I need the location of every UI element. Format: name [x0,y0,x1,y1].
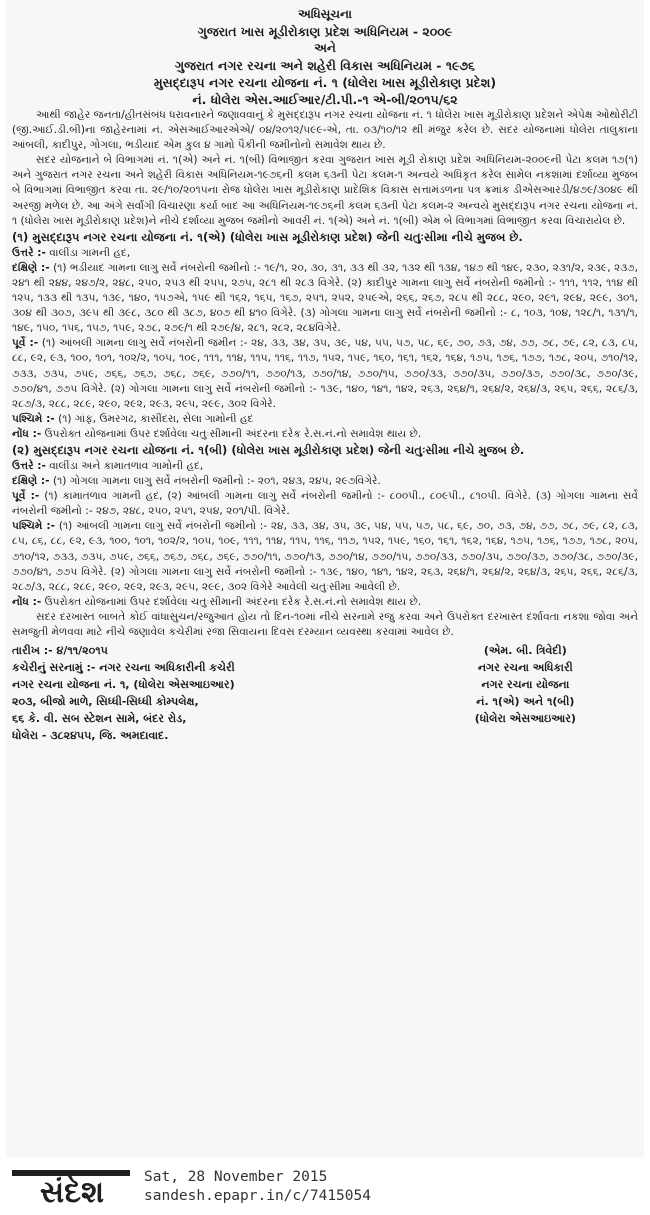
section-1b-title: (૨) મુસદ્દારૂપ નગર રચના યોજના નં. ૧(બી) (ધોલેરા ખાસ મૂડીરોકાણ પ્રદેશ) જેની ચતુઃસીમા નીચે મુજબ છે. [12,442,525,457]
notice-header [12,6,638,108]
section-1b-note [12,595,638,610]
date-label: તારીખ :- [12,644,53,658]
act-title-1: ગુજરાત ખાસ મૂડીરોકાણ પ્રદેશ અધિનિયમ - ૨૦૦૯ [197,24,453,39]
notice-date: ૪/૧૧/૨૦૧૫ [56,644,108,658]
west-label: પશ્ચિમે :- [12,412,55,425]
sandesh-logo-mark [8,1166,136,1208]
section-1a-title: (૧) મુસદ્દારૂપ નગર રચના યોજના નં. ૧(એ) (ધોલેરા ખાસ મૂડીરોકાણ પ્રદેશ) જેની ચતુઃસીમા નીચે મુજબ છે. [12,229,523,244]
header-and: અને [314,41,336,55]
section-1b-west [12,519,638,594]
signatory-line: નગર રચના યોજના [481,678,570,692]
notice-footer [12,642,638,744]
note-label: નોંધ :- [12,595,42,608]
intro-paragraph: આથી જાહેર જનતા/હીતસંબંધ ધરાવનારને જણાવવાનું કે મુસદ્દારૂપ નગર રચના યોજના નં. ૧ ધોલેરા ખાસ મૂડીરોકાણ પ્રદેશને એપેક્ષ ઓથોરીટી (જી.આઈ.ડી.બી)ના જાહેરનામાં નં. એસઆઈઆરએએ/ ૦૪/૨૦૧૨/૫૯૯-એ, તા. ૦૩/૧૦/૧૨ થી મંજુર કરેલ છે. સદર યોજનામાં ધોલેરા તાલુકાના આંબલી, કાદીપુર, ગોગલા, ભડીયાદ એમ કુલ ૪ ગામો પૈકીની જમીનોનો સમાવેશ થાય છે. [12,109,638,152]
west-label: પશ્ચિમે :- [12,520,56,533]
publication-info [144,1168,371,1206]
date-line [12,642,400,659]
act-title-2: ગુજરાત નગર રચના અને શહેરી વિકાસ અધિનિયમ - ૧૯૭૬ [174,58,476,73]
north-label: ઉત્તરે :- [12,459,46,472]
notice-heading: અધિસૂચના [298,7,352,21]
north-text: વાલીંડા અને કામાતળાવ ગામોની હદ, [49,459,204,472]
west-text: (૧) આંબલી ગામના લાગુ સર્વે નંબરોની જમીનો :- ૨૪, ૩૩, ૩૪, ૩૫, ૩૯, ૫૪, ૫૫, ૫૭, ૫૮, ૬૯, ૭૦, ૭૩, ૭૪, ૭૭, ૭૮, ૭૯, ૮૨, ૮૩, ૮૫, ૮૬, ૮૮, ૯૨, ૯૩, ૧૦૦, ૧૦૧, ૧૦૨/૨, ૧૦૫, ૧૦૯, ૧૧૧, ૧૧૪, ૧૧૫, ૧૧૬, ૧૧૭, ૧૫૨, ૧૫૯, ૧૬૦, ૧૬૧, ૧૬૨, ૧૬૪, ૧૭૫, ૧૭૬, ૧૭૭, ૧૭૮, ૨૦૫, ૭૧૦/૧૨, ૭૩૩, ૭૩૫, ૭૫૯, ૭૬૬, ૭૬૭, ૭૬૮, ૭૬૯, ૭૭૦/૧૧, ૭૭૦/૧૩, ૭૭૦/૧૪, ૭૭૦/૧૫, ૭૭૦/૩૩, ૭૭૦/૩૫, ૭૭૦/૩૭, ૭૭૦/૩૮, ૭૭૦/૩૯, ૭૭૦/૪૧, ૭૭૫ વિગેરે. (૨) ગોગલા ગામના લાગુ સર્વે નંબરોની જમીનો :- ૧૩૯, ૧૪૦, ૧૪૧, ૧૪૨, ૨૬૩, ૨૬૪/૧, ૨૬૪/૨, ૨૬૪/૩, ૨૬૫, ૨૬૬, ૨૮૬/૩, ૨૮૭/૩, ૨૮૮, ૨૮૯, ૨૯૦, ૨૯૨, ૨૯૩, ૨૯૫, ૨૯૯, ૩૦૨ વિગેરે આવેલી ચતુઃસીમા આવેલી છે. [12,520,638,593]
note-label: નોંધ :- [12,427,42,440]
section-1b-south [12,474,638,489]
east-label: પૂર્વે :- [12,490,40,503]
closing-paragraph: સદર દરખાસ્ત બાબતે કોઈ વાંધાસુચન/રજુઆત હોય તો દિન-૧૦માં નીચે સરનામે રજુ કરવા અને ઉપરોક્ત દરખાસ્ત દર્શાવતા નકશા જોવા અને સમજુતી મેળવવા માટે નીચે જણાવેલ કચેરીમાં રજા સિવાયના દિવસ દરમ્યાન વ્યવસ્થા કરવામાં આવેલ છે. [12,610,638,638]
east-label: પૂર્વે :- [12,337,39,350]
south-text: (૧) ગોગલા ગામના લાગુ સર્વે નંબરોની જમીનો :- ૨૦૧, ૨૪૩, ૨૪૫, ૨૯૭વિગેરે. [52,475,381,488]
logo-text: સંદેશ [39,1175,105,1208]
signatory-name: (એમ. બી. ત્રિવેદી) [483,644,567,658]
signatory-title: નગર રચના અધિકારી [477,661,573,675]
section-1a-west [12,412,638,427]
section-1b-east [12,489,638,519]
section-1a-south [12,261,638,336]
section-1a [12,229,638,442]
note-text: ઉપરોક્ત યોજનામાં ઉપર દર્શાવેલા ચતુઃસીમાની અંદરના દરેક રે.સ.નં.નો સમાવેશ થાય છે. [44,427,422,440]
north-text: વાલીંડા ગામની હદ, [49,246,131,259]
section-1a-north [12,246,638,261]
office-address-line: ધોલેરા - ૩૮૨૪૫૫, જિ. અમદાવાદ. [12,729,169,743]
sandesh-logo [8,1166,136,1208]
note-text: ઉપરોક્ત યોજનામાં ઉપર દર્શાવેલા ચતુઃસીમાની અંદરના દરેક રે.સ.નં.નો સમાવેશ થાય છે. [44,595,422,608]
notice-number: નં. ધોલેરા એસ.આઈઆર/ટી.પી.-૧ એ-બી/૨૦૧૫/૬૨ [192,92,458,107]
section-1b-north [12,459,638,474]
publication-url[interactable]: sandesh.epapr.in/c/7415054 [144,1188,371,1204]
section-1a-note [12,427,638,442]
publication-date: Sat, 28 November 2015 [144,1169,328,1185]
signatory-block [413,642,638,744]
east-text: (૧) કામાતળાવ ગામની હદ, (૨) આંબલી ગામના લાગુ સર્વે નંબરોની જમીનો :- ૮૦૦પી., ૮૦૯પી., ૮૧૦પી. વિગેરે. (૩) ગોગલા ગામના સર્વે નંબરોની જમીનો :- ૨૪૭, ૨૪૮, ૨૫૦, ૨૫૧, ૨૫૪, ૨૦૧/પી. વિગેરે. [12,490,638,518]
newspaper-masthead [0,1160,650,1215]
section-1b [12,442,638,610]
office-address-block [12,642,400,744]
signatory-line: (ધોલેરા એસઆઇઆર) [474,712,576,726]
signatory-line: નં. ૧(એ) અને ૧(બી) [476,695,575,709]
division-paragraph: સદર યોજનાને બે વિભાગમાં નં. ૧(એ) અને નં. ૧(બી) વિભાજીત કરવા ગુજરાત ખાસ મૂડી રોકાણ પ્રદેશ અધિનિયમ-૨૦૦૯ની પેટા કલમ ૧૭(૧) અને ગુજરાત નગર રચના અને શહેરી વિકાસ અધિનિયમ-૧૯૭૬ની કલમ ૬૩ની પેટા કલમ-૧ અન્વયે અધિકૃત કરેલ સામેલ નકશામાં દર્શાવ્યા મુજબ બે વિભાગમાં વિભાજીત કરવા તા. ૨૯/૧૦/૨૦૧૫ના રોજ ધોલેરા ખાસ મૂડીરોકાણ પ્રાદેશિક વિકાસ સત્તામંડળના પત્ર ક્રમાંક ડીએસઆરડી/૪૭૯/૩૦૪૯ થી અરજી મળેલ છે. આ અંગે સર્વાંગી વિચારણા કર્યા બાદ આ અધિનિયમ-૧૯૭૬ની કલમ ૬૩ની પેટા કલમ-૨ અન્વયે મુસદ્દારૂપ નગર રચના યોજના નં. ૧ (ધોલેરા ખાસ મૂડીરોકાણ પ્રદેશ)ને નીચે દર્શાવ્યા મુજબ જમીનો આવરી નં. ૧(એ) અને નં. ૧(બી) એમ બે વિભાગમાં વિભાજીત કરવા વિચારાયેલ છે. [12,154,638,227]
office-address-line: નગર રચના યોજના નં. ૧, (ધોલેરા એસઆઇઆર) [12,678,235,692]
office-address-line: ૨૦૩, બીજો માળે, સિધ્ધી-સિધ્ધી કોમ્પલેક્ષ, [12,695,199,709]
north-label: ઉત્તરે :- [12,246,46,259]
south-label: દક્ષિણે :- [12,475,50,488]
notice-panel [6,0,644,1158]
south-label: દક્ષિણે :- [12,261,50,274]
office-address-line: ૬૬ કે. વી. સબ સ્ટેશન સામે, બંદર રોડ, [12,712,187,726]
section-1a-east [12,336,638,411]
scheme-title: મુસદ્દારૂપ નગર રચના યોજના નં. ૧ (ધોલેરા ખાસ મૂડીરોકાણ પ્રદેશ) [153,75,497,90]
west-text: (૧) ગાંફ, ઉમરગઢ, કાસીંદરા, સેલા ગામોની હદ [58,412,254,425]
south-text: (૧) ભડીયાદ ગામના લાગુ સર્વે નંબરોની જમીનો :- ૧૯/૧, ૨૦, ૩૦, ૩૧, ૩૩ થી ૩૨, ૧૩૨ થી ૧૩૪, ૧૪૭ થી ૧૪૯, ૨૩૦, ૨૩૧/૨, ૨૩૯, ૨૩૭, ૨૪૧ થી ૨૪૪, ૨૪૭/૨, ૨૪૮, ૨૫૦, ૨૫૩ થી ૨૫૫, ૨૭૫, ૨૮૧ થી ૨૮૩ વિગેરે. (૨) કાદીપુર ગામના લાગુ સર્વે નંબરોની જમીનો :- ૧૧૧, ૧૧૨, ૧૧૪ થી ૧૨૫, ૧૩૩ થી ૧૩૫, ૧૩૯, ૧૪૦, ૧૫૭એ, ૧૫૯ થી ૧૬૨, ૧૬૫, ૧૬૭, ૨૫૧, ૨૫૨, ૨૫૯એ, ૨૬૬, ૨૬૭, ૨૮૫ થી ૨૮૮, ૨૯૦, ૨૯૧, ૨૯૪, ૨૯૯, ૩૦૧, ૩૦૪ થી ૩૦૭, ૩૯૫ થી ૩૯૮, ૩૮૦ થી ૩૮૭, ૪૦૭ થી ૪૧૦ વિગેરે. (૩) ગોગલા ગામના લાગુ સર્વે નંબરોની જમીનો :- ૮, ૧૦૩, ૧૦૪, ૧૨૮/૧, ૧૩૧/૧, ૧૪૯, ૧૫૦, ૧૫૬, ૧૫૭, ૧૫૯, ૨૭૮, ૨૭૯/૧ થી ૨૭૯/૪, ૨૮૧, ૨૮૨, ૨૮૪વિગેરે. [12,261,638,335]
office-address-line: કચેરીનું સરનામું :- નગર રચના અધિકારીની કચેરી [12,661,235,675]
east-text: (૧) આંબલી ગામના લાગુ સર્વે નંબરોની જમીન :- ૨૪, ૩૩, ૩૪, ૩૫, ૩૯, ૫૪, ૫૫, ૫૭, ૫૮, ૬૯, ૭૦, ૭૩, ૭૪, ૭૭, ૭૮, ૭૯, ૮૨, ૮૩, ૮૫, ૮૮, ૯૨, ૯૩, ૧૦૦, ૧૦૧, ૧૦૨/૨, ૧૦૫, ૧૦૯, ૧૧૧, ૧૧૪, ૧૧૫, ૧૧૬, ૧૧૭, ૧૫૨, ૧૫૯, ૧૬૦, ૧૬૧, ૧૬૨, ૧૬૪, ૧૭૫, ૧૭૬, ૧૭૭, ૧૭૮, ૨૦૫, ૭૧૦/૧૨, ૭૩૩, ૭૩૫, ૭૫૯, ૭૬૬, ૭૬૭, ૭૬૮, ૭૬૯, ૭૭૦/૧૧, ૭૭૦/૧૩, ૭૭૦/૧૪, ૭૭૦/૧૫, ૭૭૦/૩૩, ૭૭૦/૩૫, ૭૭૦/૩૭, ૭૭૦/૩૮, ૭૭૦/૩૯, ૭૭૦/૪૧, ૭૭૫ વિગેરે. (૨) ગોગલા ગામના લાગુ સર્વે નંબરોની જમીનો :- ૧૩૯, ૧૪૦, ૧૪૧, ૧૪૨, ૨૬૩, ૨૬૪/૧, ૨૬૪/૨, ૨૬૪/૩, ૨૬૫, ૨૬૬, ૨૮૬/૩, ૨૮૭/૩, ૨૮૮, ૨૮૯, ૨૯૦, ૨૯૨, ૨૯૩, ૨૯૫, ૨૯૯, ૩૦૨ વિગેરે. [12,337,639,410]
